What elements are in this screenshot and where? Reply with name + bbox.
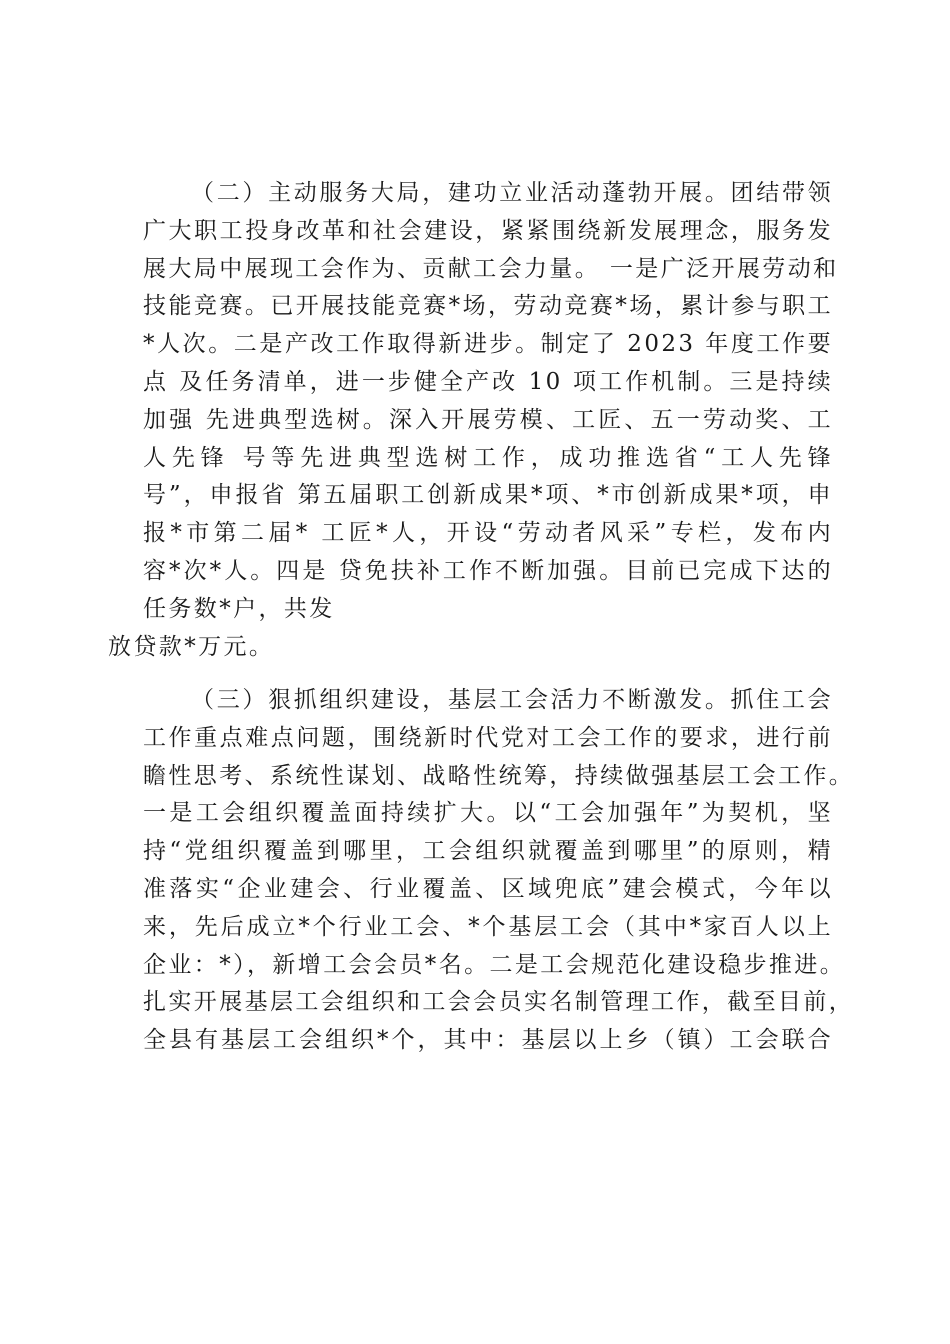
paragraph-line: 工作重点难点问题，围绕新时代党对工会工作的要求，进行前 [143, 724, 833, 751]
paragraph-line: 扎实开展基层工会组织和工会会员实名制管理工作，截至目前， [143, 989, 855, 1016]
paragraph-line: 全县有基层工会组织*个，其中：基层以上乡（镇）工会联合 [143, 1027, 833, 1054]
paragraph-line: 展大局中展现工会作为、贡献工会力量。 一是广泛开展劳动和 [143, 255, 839, 282]
paragraph-line: 报*市第二届* 工匠*人，开设“劳动者风采”专栏，发布内 [143, 520, 833, 547]
paragraph-line: （三）狠抓组织建设，基层工会活力不断激发。抓住工会 [191, 687, 833, 713]
paragraph-line: 瞻性思考、系统性谋划、战略性统筹，持续做强基层工会工作。 [143, 762, 855, 789]
paragraph-line: 人先锋 号等先进典型选树工作，成功推选省“工人先锋 [143, 444, 833, 471]
paragraph-line: *人次。二是产改工作取得新进步。制定了 2023 年度工作要 [143, 331, 833, 358]
paragraph-service-overall [108, 175, 839, 666]
paragraph-line: 号”，申报省 第五届职工创新成果*项、*市创新成果*项，申 [143, 482, 833, 509]
paragraph-line: （二）主动服务大局，建功立业活动蓬勃开展。团结带领 [191, 180, 833, 206]
paragraph-line: 技能竞赛。已开展技能竞赛*场，劳动竞赛*场，累计参与职工 [143, 293, 833, 320]
paragraph-line: 持“党组织覆盖到哪里，工会组织就覆盖到哪里”的原则，精 [143, 838, 833, 865]
paragraph-line: 准落实“企业建会、行业覆盖、区域兜底”建会模式，今年以 [143, 875, 833, 902]
paragraph-line: 来，先后成立*个行业工会、*个基层工会（其中*家百人以上 [143, 913, 833, 940]
paragraph-line: 企业：*），新增工会会员*名。二是工会规范化建设稳步推进。 [143, 951, 846, 978]
paragraph-line: 点 及任务清单，进一步健全产改 10 项工作机制。三是持续 [143, 368, 833, 395]
paragraph-line: 广大职工投身改革和社会建设，紧紧围绕新发展理念，服务发 [143, 217, 833, 244]
paragraph-line: 一是工会组织覆盖面持续扩大。以“工会加强年”为契机，坚 [143, 800, 833, 827]
paragraph-line: 放贷款*万元。 [108, 633, 275, 660]
paragraph-line: 加强 先进典型选树。深入开展劳模、工匠、五一劳动奖、工 [143, 406, 833, 433]
paragraph-organization-building [143, 682, 855, 1060]
paragraph-line: 任务数*户，共发 [143, 595, 335, 622]
paragraph-line: 容*次*人。四是 贷免扶补工作不断加强。目前已完成下达的 [143, 557, 833, 584]
